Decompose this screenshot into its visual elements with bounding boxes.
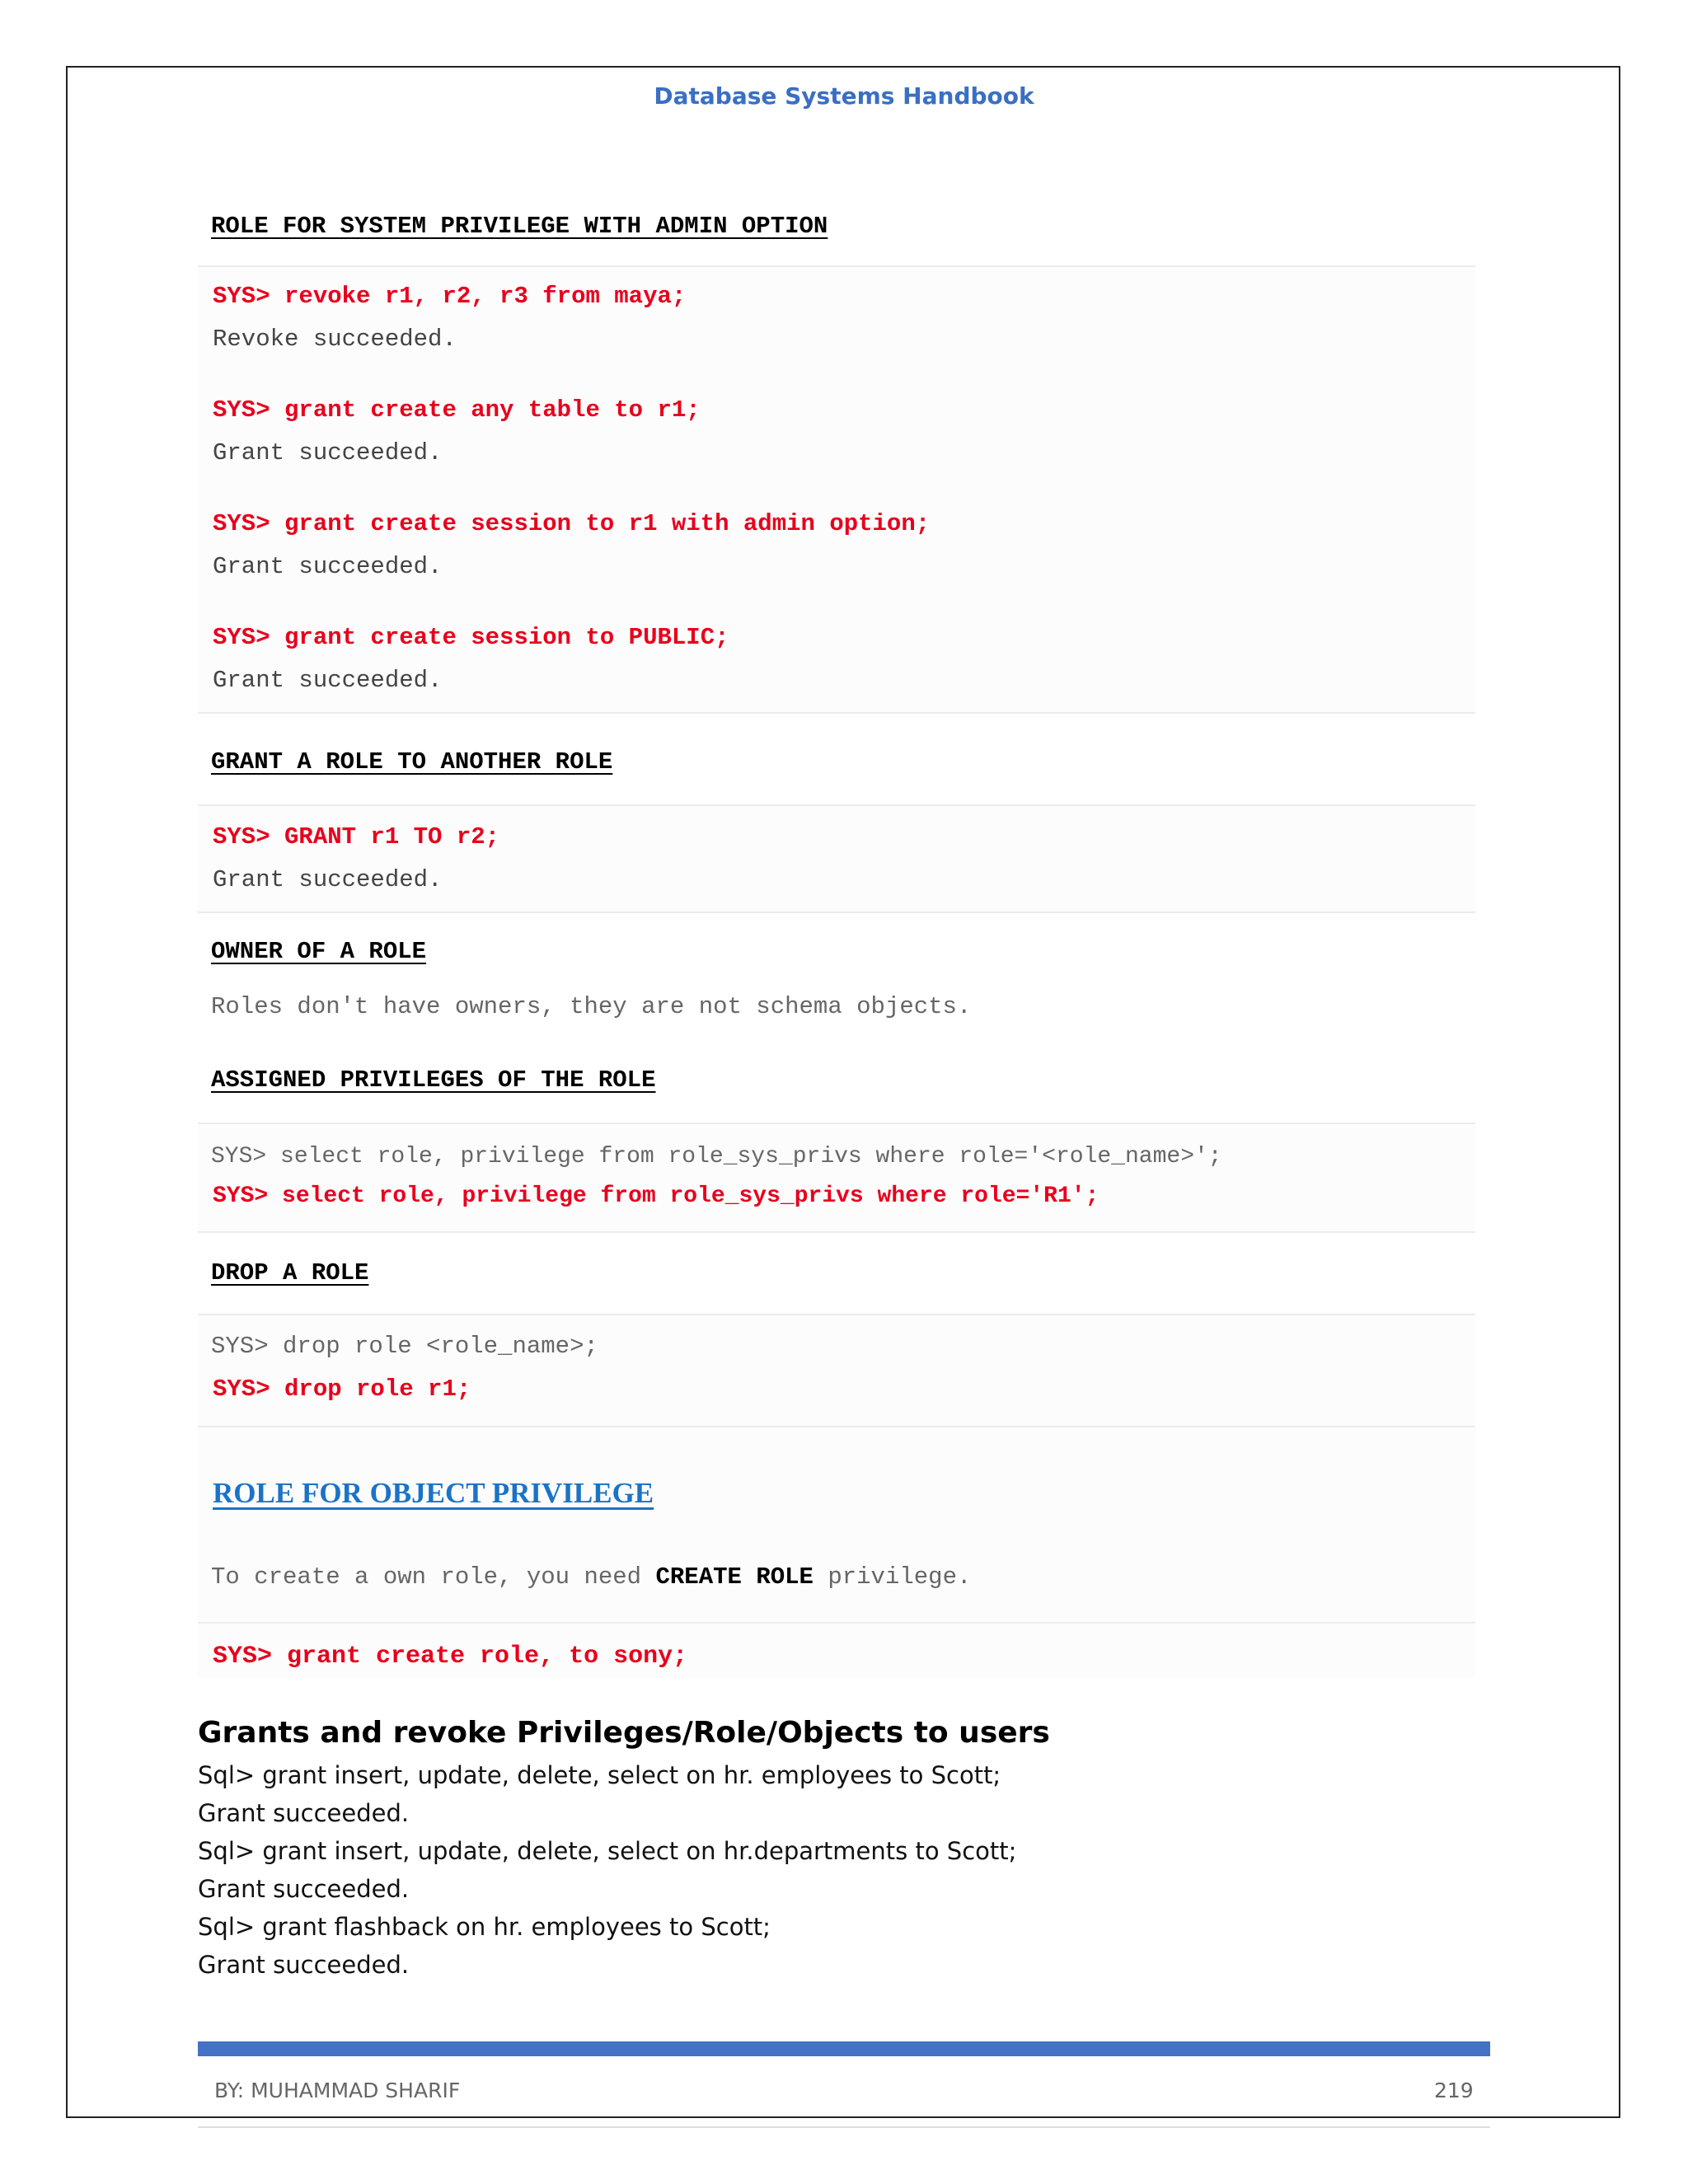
sql-output: Grant succeeded.	[213, 439, 443, 466]
object-privilege-note: To create a own role, you need CREATE ROLE privilege.	[211, 1563, 972, 1591]
code-block-system-privilege	[198, 267, 1475, 712]
code-block-object-privilege	[198, 1624, 1475, 1678]
sql-output: Grant succeeded.	[213, 553, 443, 580]
section-heading-object-privilege: ROLE FOR OBJECT PRIVILEGE	[213, 1477, 654, 1509]
code-block-assigned-privileges	[198, 1124, 1475, 1231]
sql-output: Grant succeeded.	[213, 866, 443, 893]
grants-line: Grant succeeded.	[198, 1951, 410, 1979]
sql-command: SYS> revoke r1, r2, r3 from maya;	[213, 283, 687, 310]
page-number: 219	[1434, 2079, 1474, 2102]
sql-syntax: SYS> drop role <role_name>;	[211, 1333, 598, 1360]
sql-output: Revoke succeeded.	[213, 326, 457, 353]
sql-command: SYS> grant create role, to sony;	[213, 1643, 688, 1671]
grants-line: Grant succeeded.	[198, 1799, 410, 1827]
grants-section	[198, 1710, 1490, 1984]
bottom-divider	[198, 2126, 1490, 2128]
page-header-title: Database Systems Handbook	[654, 82, 1034, 110]
sql-syntax: SYS> select role, privilege from role_sys_privs where role='<role_name>';	[211, 1144, 1222, 1169]
section-heading-grant-role: GRANT A ROLE TO ANOTHER ROLE	[211, 748, 613, 776]
code-block-drop-role	[198, 1315, 1475, 1426]
code-block-grant-role	[198, 806, 1475, 912]
sql-output: Grant succeeded.	[213, 667, 443, 694]
section-heading-owner: OWNER OF A ROLE	[211, 938, 427, 965]
footer-author: BY: MUHAMMAD SHARIF	[214, 2079, 461, 2102]
sql-command: SYS> GRANT r1 TO r2;	[213, 823, 500, 851]
sql-command: SYS> drop role r1;	[213, 1376, 471, 1403]
grants-line: Sql> grant insert, update, delete, select on hr. employees to Scott;	[198, 1761, 1001, 1789]
divider	[198, 912, 1475, 913]
grants-line: Sql> grant insert, update, delete, select on hr.departments to Scott;	[198, 1837, 1017, 1865]
content-area	[198, 198, 1475, 1678]
sql-command: SYS> grant create any table to r1;	[213, 396, 701, 424]
sql-command: SYS> select role, privilege from role_sys_privs where role='R1';	[213, 1183, 1100, 1209]
section-heading-system-privilege: ROLE FOR SYSTEM PRIVILEGE WITH ADMIN OPTION	[211, 213, 828, 240]
section-heading-assigned-privileges: ASSIGNED PRIVILEGES OF THE ROLE	[211, 1066, 656, 1094]
footer-accent-bar	[198, 2041, 1490, 2056]
sql-command: SYS> grant create session to PUBLIC;	[213, 624, 729, 651]
sql-command: SYS> grant create session to r1 with admin option;	[213, 510, 931, 537]
divider	[198, 1231, 1475, 1233]
object-privilege-block	[198, 1427, 1475, 1622]
grants-title: Grants and revoke Privileges/Role/Objects to users	[198, 1716, 1050, 1750]
section-heading-drop-role: DROP A ROLE	[211, 1259, 369, 1286]
owner-note: Roles don't have owners, they are not schema objects.	[211, 993, 972, 1020]
grants-line: Sql> grant flashback on hr. employees to Scott;	[198, 1913, 771, 1941]
divider	[198, 712, 1475, 714]
grants-line: Grant succeeded.	[198, 1875, 410, 1903]
create-role-keyword: CREATE ROLE	[655, 1563, 814, 1591]
